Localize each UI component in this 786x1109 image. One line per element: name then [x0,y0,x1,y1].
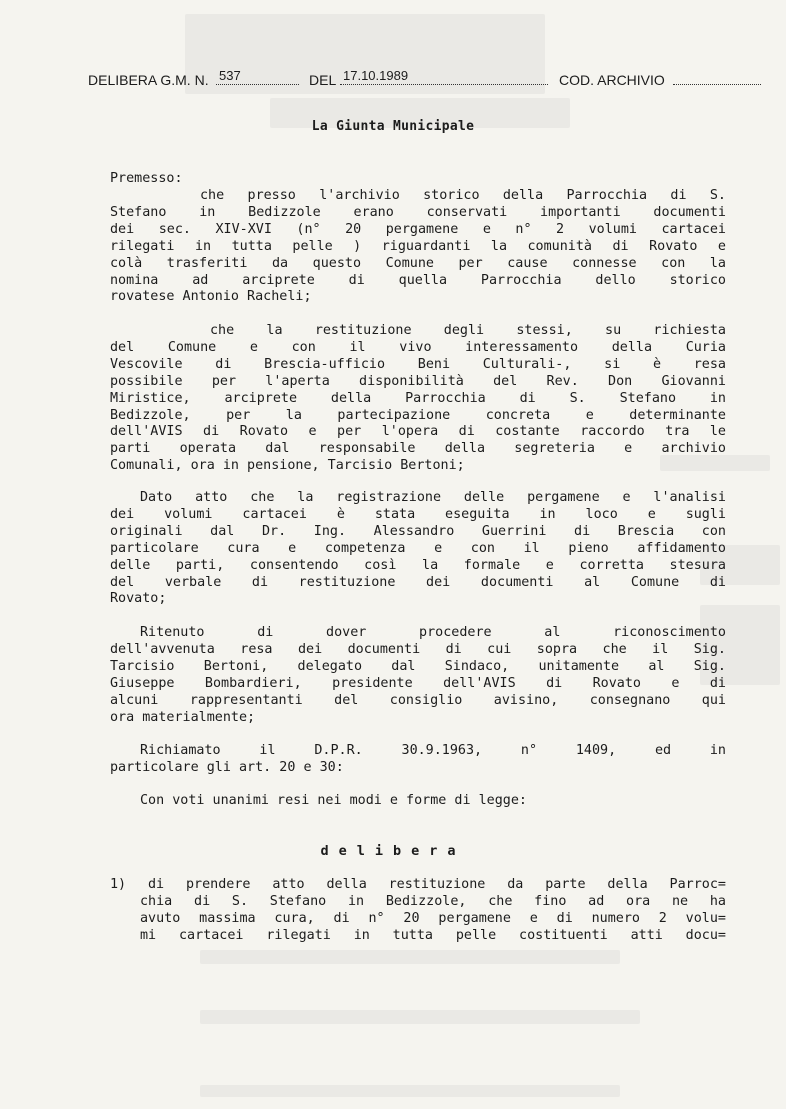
text-line: Ritenuto di dover procedere al riconoscimento [140,625,726,640]
delibera-number-field: 537 [216,68,299,85]
text-line: Rovato; [110,591,167,607]
archivio-label: COD. ARCHIVIO [559,72,665,88]
text-line: Con voti unanimi resi nei modi e forme di legge: [140,793,527,808]
text-line: dei volumi cartacei è stata eseguita in loco e sugli [110,506,726,522]
paragraph-dato-atto [110,490,726,608]
text-line: che la restituzione degli stessi, su richiesta [210,323,726,338]
paragraph-premesso-2 [110,323,726,475]
text-line: ora materialmente; [110,709,256,725]
text-line: possibile per l'aperta disponibilità del Rev. Don Giovanni [110,373,726,389]
premesso-label: Premesso: [110,171,183,186]
delibera-label: DELIBERA G.M. N. [88,72,209,88]
text-line: Comunali, ora in pensione, Tarcisio Bertoni; [110,458,465,474]
text-line: originali dal Dr. Ing. Alessandro Guerrini di Brescia con [110,523,726,539]
delibera-heading: delibera [320,843,466,859]
text-line: Giuseppe Bombardieri, presidente dell'AVIS di Rovato e di [110,675,726,691]
bleed-through-block [200,1010,640,1024]
text-line: rilegati in tutta pelle ) riguardanti la comunità di Rovato e [110,238,726,254]
page-title: La Giunta Municipale [311,119,475,134]
text-line: Dato atto che la registrazione delle pergamene e l'analisi [140,490,726,505]
text-line: colà trasferiti da questo Comune per cause connesse con la [110,255,726,271]
paragraph-ritenuto [110,625,726,726]
text-line: particolare cura e competenza e con il pieno affidamento [110,540,726,556]
document-header [88,68,758,90]
text-line: chia di S. Stefano in Bedizzole, che fino ad ora ne ha [140,893,726,909]
text-line: Vescovile di Brescia-ufficio Beni Culturali-, si è resa [110,356,726,372]
archivio-field [673,68,761,85]
delibera-item-1 [110,877,726,945]
text-line: del Comune e con il vivo interessamento della Curia [110,339,726,355]
date-label: DEL [309,72,337,88]
text-line: particolare gli art. 20 e 30: [110,759,344,775]
text-line: che presso l'archivio storico della Parrocchia di S. [200,188,726,203]
paragraph-voti [110,793,726,810]
text-line: dell'AVIS di Rovato e per l'opera di costante raccordo tra le [110,424,726,440]
bleed-through-block [200,950,620,964]
text-line: dei sec. XIV-XVI (n° 20 pergamene e n° 2 volumi cartacei [110,221,726,237]
bleed-through-block [200,1085,620,1097]
text-line: dell'avvenuta resa dei documenti di cui sopra che il Sig. [110,641,726,657]
text-line: del verbale di restituzione dei documenti al Comune di [110,574,726,590]
date-field: 17.10.1989 [340,68,548,85]
text-line: parti operata dal responsabile della segreteria e archivio [110,441,726,457]
text-line: 1) di prendere atto della restituzione da parte della Parroc= [110,877,726,892]
paragraph-premesso-1 [110,188,726,306]
text-line: Richiamato il D.P.R. 30.9.1963, n° 1409, ed in [140,743,726,758]
text-line: nomina ad arciprete di quella Parrocchia dello storico [110,272,726,288]
text-line: avuto massima cura, di n° 20 pergamene e di numero 2 volu= [140,910,726,926]
paragraph-richiamato [110,743,726,777]
text-line: Tarcisio Bertoni, delegato dal Sindaco, unitamente al Sig. [110,658,726,674]
text-line: mi cartacei rilegati in tutta pelle costituenti atti docu= [140,927,726,943]
text-line: rovatese Antonio Racheli; [110,289,312,305]
text-line: Miristice, arciprete della Parrocchia di S. Stefano in [110,390,726,406]
text-line: Bedizzole, per la partecipazione concreta e determinante [110,407,726,423]
text-line: alcuni rappresentanti del consiglio avisino, consegnano qui [110,692,726,708]
text-line: Stefano in Bedizzole erano conservati importanti documenti [110,204,726,220]
text-line: delle parti, consentendo così la formale e corretta stesura [110,557,726,573]
